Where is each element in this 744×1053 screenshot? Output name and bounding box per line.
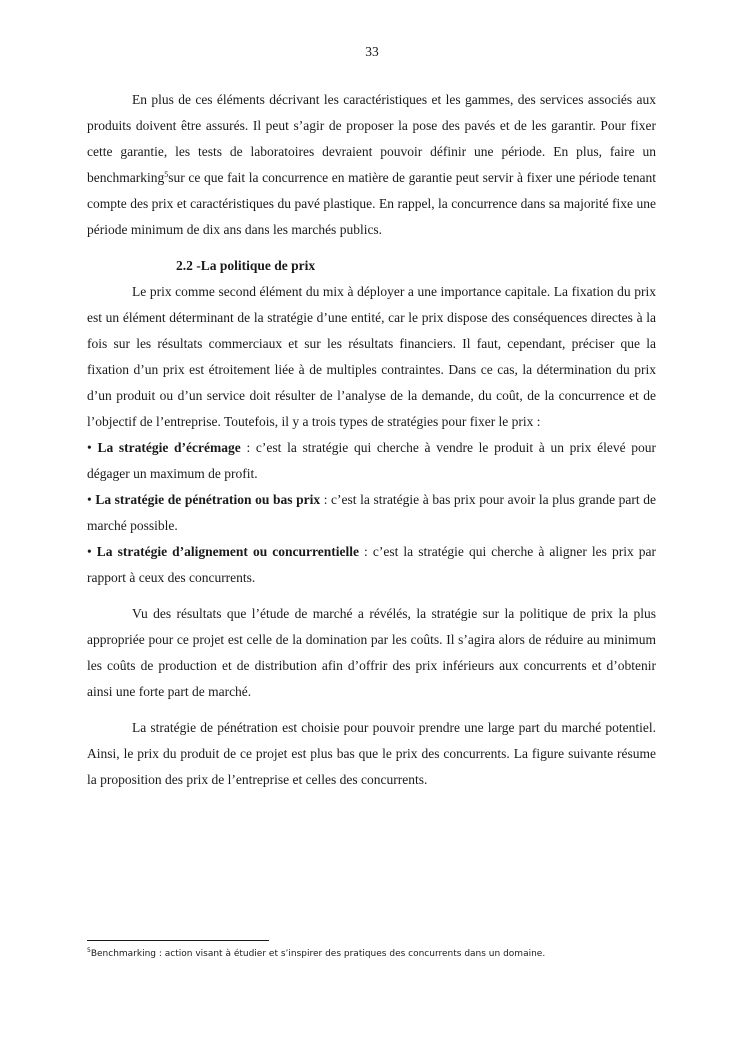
paragraph-cost-domination: Vu des résultats que l’étude de marché a révélés, la stratégie sur la politique de prix la plus appropriée pour ce projet est celle de la domination par les coûts. Il s’agira alors de réduire au minimum les coûts de production et de distribution afin d’offrir des prix inférieurs aux concurrents et d’obtenir ainsi une forte part de marché. [87,606,656,699]
strategy-description: : c’est la stratégie à bas prix pour avoir la plus grande part de marché possible. [87,492,656,533]
page-body [87,87,656,793]
page-number: 33 [365,44,379,59]
footnote-reference: 5 [164,170,169,179]
footnote [87,948,687,961]
strategy-description: : c’est la stratégie qui cherche à vendre le produit à un prix élevé pour dégager un maximum de profit. [87,440,657,481]
strategy-description: : c’est la stratégie qui cherche à aligner les prix par rapport à ceux des concurrents. [87,544,657,585]
paragraph-pricing-intro: Le prix comme second élément du mix à déployer a une importance capitale. La fixation du prix est un élément déterminant de la stratégie d’une entité, car le prix dispose des conséquences directes à la fois sur les résultats commerciaux et sur les résultats financiers. Il faut, cependant, préciser que la fixation d’un prix est étroitement liée à de multiples contraintes. Dans ce cas, la détermination du prix d’un produit ou d’un service doit résulter de l’analyse de la demande, du coût, de la concurrence et de l’objectif de l’entreprise. Toutefois, il y a trois types de stratégies pour fixer le prix : [87,284,656,429]
strategy-item [87,435,656,487]
footnote-text: Benchmarking : action visant à étudier et s’inspirer des pratiques des concurrents dans un domaine. [90,949,546,959]
footnote-number: 5 [87,947,91,954]
strategy-term: La stratégie de pénétration ou bas prix [95,492,321,507]
strategy-item [87,487,656,539]
section-heading: 2.2 -La politique de prix [176,258,316,273]
bullet: • [87,544,92,559]
strategy-item [87,539,656,591]
bullet: • [87,492,92,507]
bullet: • [87,440,92,455]
strategy-term: La stratégie d’écrémage [97,440,241,455]
paragraph-services [87,87,656,243]
paragraph-services-text-1: En plus de ces éléments décrivant les caractéristiques et les gammes, des services associés aux produits doivent être assurés. Il peut s’agir de proposer la pose des pavés et de les garantir. Pour fixer cette garantie, les tests de laboratoires devraient pouvoir définir une période. En plus, faire un benchmarking [87,92,656,185]
paragraph-penetration: La stratégie de pénétration est choisie pour pouvoir prendre une large part du marché potentiel. Ainsi, le prix du produit de ce projet est plus bas que le prix des concurrents. La figure suivante résume la proposition des prix de l’entreprise et celles des concurrents. [87,720,656,787]
paragraph-services-text-2: sur ce que fait la concurrence en matière de garantie peut servir à fixer une période tenant compte des prix et caractéristiques du pavé plastique. En rappel, la concurrence dans sa majorité fixe une période minimum de dix ans dans les marchés publics. [87,170,656,237]
footnote-divider [87,940,269,941]
strategy-term: La stratégie d’alignement ou concurrentielle [96,544,359,559]
